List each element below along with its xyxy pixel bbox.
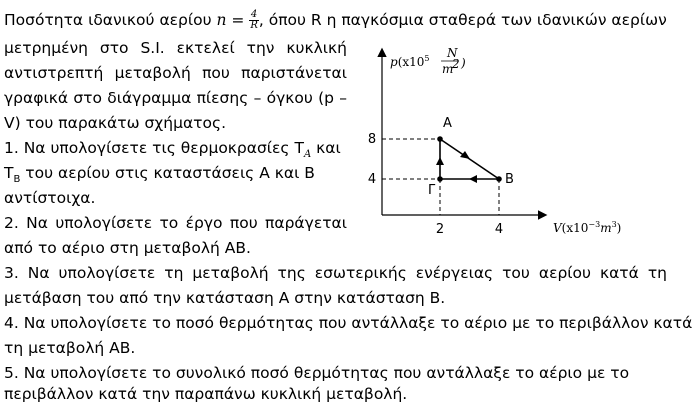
question-3-line-2: μετάβαση του από την κατάσταση Α στην κατάσταση Β. — [4, 289, 446, 307]
y-axis-symbol: p — [390, 55, 398, 69]
tick-v-2: 2 — [435, 222, 445, 237]
question-2-line-2: από το αέριο στη μεταβολή ΑΒ. — [4, 239, 251, 257]
y-axis-label — [390, 54, 430, 69]
x-axis-unit: m — [600, 221, 612, 235]
tick-p-4: 4 — [367, 172, 377, 187]
state-b-label: Β — [505, 172, 514, 187]
q1-l2-pre: T — [4, 164, 14, 182]
question-2-line-1: 2. Να υπολογίσετε το έργο που παράγεται — [4, 214, 347, 232]
state-g-label: Γ — [428, 183, 436, 198]
intro-pre: Ποσότητα ιδανικού αερίου — [4, 11, 217, 29]
q1-l2-post: του αερίου στις καταστάσεις Α και Β — [20, 164, 315, 182]
question-5-line-1: 5. Να υπολογίσετε το συνολικό ποσό θερμότητας που αντάλλαξε το αέριο με το — [4, 364, 630, 382]
q1-post: και — [311, 139, 341, 157]
state-a-label: Α — [443, 116, 452, 131]
q1-sub-b: B — [13, 174, 21, 186]
y-axis-frac-den-exp: 2 — [452, 57, 460, 71]
n-num: 4 — [250, 9, 258, 20]
body-line-4: V) του παρακάτω σχήματος. — [4, 114, 227, 132]
tick-v-4: 4 — [494, 222, 504, 237]
y-axis-frac-num: N — [447, 46, 458, 60]
x-axis-exp: −3 — [588, 220, 601, 229]
x-axis-unit-pre: (x10 — [561, 221, 589, 235]
body-line-2: αντιστρεπτή μεταβολή που παριστάνεται — [4, 64, 347, 82]
question-1-line-3: αντίστοιχα. — [4, 189, 96, 207]
intro-post: , όπου R η παγκόσμια σταθερά των ιδανικών αερίων — [258, 11, 667, 29]
body-line-3: γραφικά στο διάγραμμα πίεσης – όγκου (p – — [4, 89, 347, 107]
n-den: R — [250, 20, 258, 31]
y-axis-close: ) — [461, 56, 466, 70]
question-5-line-2: περιβάλλον κατά την παραπάνω κυκλική μεταβολή. — [4, 385, 408, 403]
q1-sub-a: A — [303, 149, 312, 161]
arrow-ab — [460, 151, 470, 159]
state-g-point — [437, 176, 443, 182]
x-axis-close: ) — [616, 221, 622, 235]
question-4-line-2: τη μεταβολή ΑΒ. — [4, 339, 136, 357]
arrow-bg — [469, 175, 477, 183]
state-a-point — [437, 136, 443, 142]
arrow-ga — [436, 157, 444, 165]
x-axis-label — [553, 220, 621, 235]
question-4-line-1: 4. Να υπολογίσετε το ποσό θερμότητας που αντάλλαξε το αέριο με το περιβάλλον κατά — [4, 314, 692, 332]
y-axis-unit-pre: (x10 — [397, 55, 425, 69]
x-axis-unit-exp: 3 — [611, 220, 617, 229]
y-axis-exp: 5 — [424, 54, 430, 63]
q1-pre: 1. Να υπολογίσετε τις θερμοκρασίες T — [4, 139, 304, 157]
y-axis-frac-den: m — [442, 62, 454, 76]
question-3-line-1: 3. Να υπολογίσετε τη μεταβολή της εσωτερικής ενέργειας του αερίου κατά τη — [4, 264, 667, 282]
tick-p-8: 8 — [367, 132, 377, 147]
equals: = — [226, 11, 250, 29]
x-axis-symbol: V — [553, 221, 562, 235]
n-symbol: n — [216, 11, 227, 29]
intro-line — [4, 9, 667, 31]
state-b-point — [496, 176, 502, 182]
body-line-1: μετρημένη στο S.I. εκτελεί την κυκλική — [4, 39, 347, 57]
n-fraction — [249, 10, 259, 31]
pv-diagram — [367, 40, 670, 255]
process-ab — [440, 139, 499, 179]
